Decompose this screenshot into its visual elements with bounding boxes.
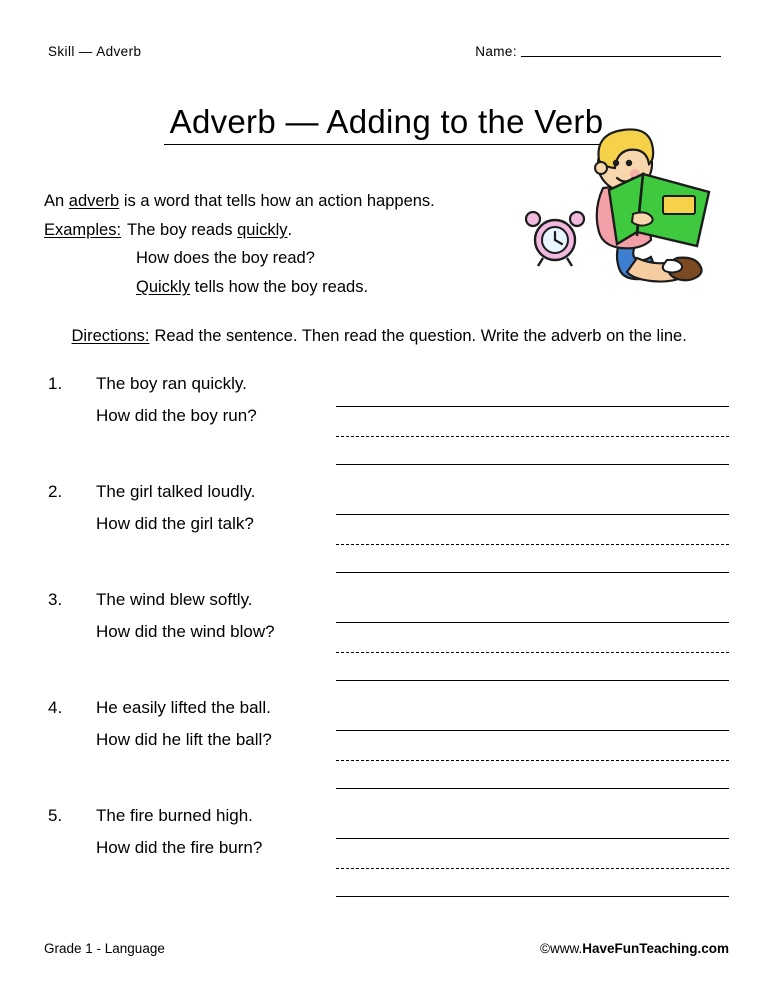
example-1-post: .	[287, 220, 293, 239]
answer-line-dashed[interactable]	[336, 731, 729, 761]
answer-lines	[336, 483, 729, 573]
question-sentence: The fire burned high.	[96, 805, 253, 825]
question-prompt	[44, 591, 336, 640]
answer-line-solid[interactable]	[336, 377, 729, 407]
example-3-term: Quickly	[136, 277, 191, 296]
footer-brand: HaveFunTeaching	[582, 941, 698, 956]
answer-line-dashed[interactable]	[336, 407, 729, 437]
footer-website	[540, 941, 729, 956]
answer-line-solid[interactable]	[336, 809, 729, 839]
question-sentence: The girl talked loudly.	[96, 481, 256, 501]
answer-line-solid[interactable]	[336, 869, 729, 897]
example-2-text: How does the boy read?	[136, 249, 315, 268]
question-question: How did he lift the ball?	[96, 729, 272, 749]
answer-line-dashed[interactable]	[336, 623, 729, 653]
questions-list	[44, 375, 729, 897]
answer-lines	[336, 699, 729, 789]
definition-line	[44, 193, 729, 210]
name-label: Name:	[475, 44, 517, 59]
directions-label: Directions:	[71, 326, 150, 345]
question-prompt	[44, 807, 336, 856]
definition-pre: An	[44, 192, 69, 211]
examples-label: Examples:	[44, 220, 122, 239]
question-row	[44, 483, 729, 573]
question-number: 2.	[48, 481, 63, 501]
directions-line	[44, 311, 729, 361]
directions-text: Read the sentence. Then read the question. Write the adverb on the line.	[154, 326, 687, 345]
answer-lines	[336, 591, 729, 681]
question-row	[44, 699, 729, 789]
answer-line-dashed[interactable]	[336, 839, 729, 869]
answer-line-solid[interactable]	[336, 485, 729, 515]
question-sentence: The wind blew softly.	[96, 589, 253, 609]
answer-lines	[336, 807, 729, 897]
question-question: How did the fire burn?	[96, 837, 263, 857]
answer-line-solid[interactable]	[336, 701, 729, 731]
answer-line-solid[interactable]	[336, 761, 729, 789]
example-1-pre: The boy reads	[127, 220, 238, 239]
answer-line-solid[interactable]	[336, 545, 729, 573]
definition-term: adverb	[68, 192, 120, 211]
footer-grade-subject: Grade 1 - Language	[44, 941, 165, 956]
question-prompt	[44, 699, 336, 748]
examples-line-2	[44, 250, 729, 267]
question-prompt	[44, 483, 336, 532]
example-3-post: tells how the boy reads.	[190, 277, 369, 296]
footer-copyright: ©www.	[540, 941, 583, 956]
worksheet-footer	[44, 941, 729, 956]
question-number: 3.	[48, 589, 63, 609]
answer-line-dashed[interactable]	[336, 515, 729, 545]
question-row	[44, 375, 729, 465]
footer-tld: .com	[697, 941, 729, 956]
skill-label: Skill — Adverb	[48, 44, 142, 59]
question-number: 4.	[48, 697, 63, 717]
question-number: 5.	[48, 805, 63, 825]
question-sentence: The boy ran quickly.	[96, 373, 247, 393]
worksheet-header	[44, 44, 729, 59]
question-prompt	[44, 375, 336, 424]
name-field-group	[475, 44, 727, 59]
question-question: How did the wind blow?	[96, 621, 275, 641]
question-number: 1.	[48, 373, 63, 393]
answer-lines	[336, 375, 729, 465]
examples-line-3	[44, 279, 729, 296]
definition-post: is a word that tells how an action happens.	[119, 192, 435, 211]
question-sentence: He easily lifted the ball.	[96, 697, 271, 717]
answer-line-solid[interactable]	[336, 653, 729, 681]
examples-line-1	[44, 222, 729, 239]
page-title: Adverb — Adding to the Verb	[164, 103, 610, 145]
question-row	[44, 591, 729, 681]
question-row	[44, 807, 729, 897]
instruction-block	[44, 193, 729, 361]
name-input-line[interactable]	[521, 56, 721, 57]
question-question: How did the boy run?	[96, 405, 257, 425]
answer-line-solid[interactable]	[336, 593, 729, 623]
question-question: How did the girl talk?	[96, 513, 254, 533]
example-1-term: quickly	[237, 220, 288, 239]
answer-line-solid[interactable]	[336, 437, 729, 465]
